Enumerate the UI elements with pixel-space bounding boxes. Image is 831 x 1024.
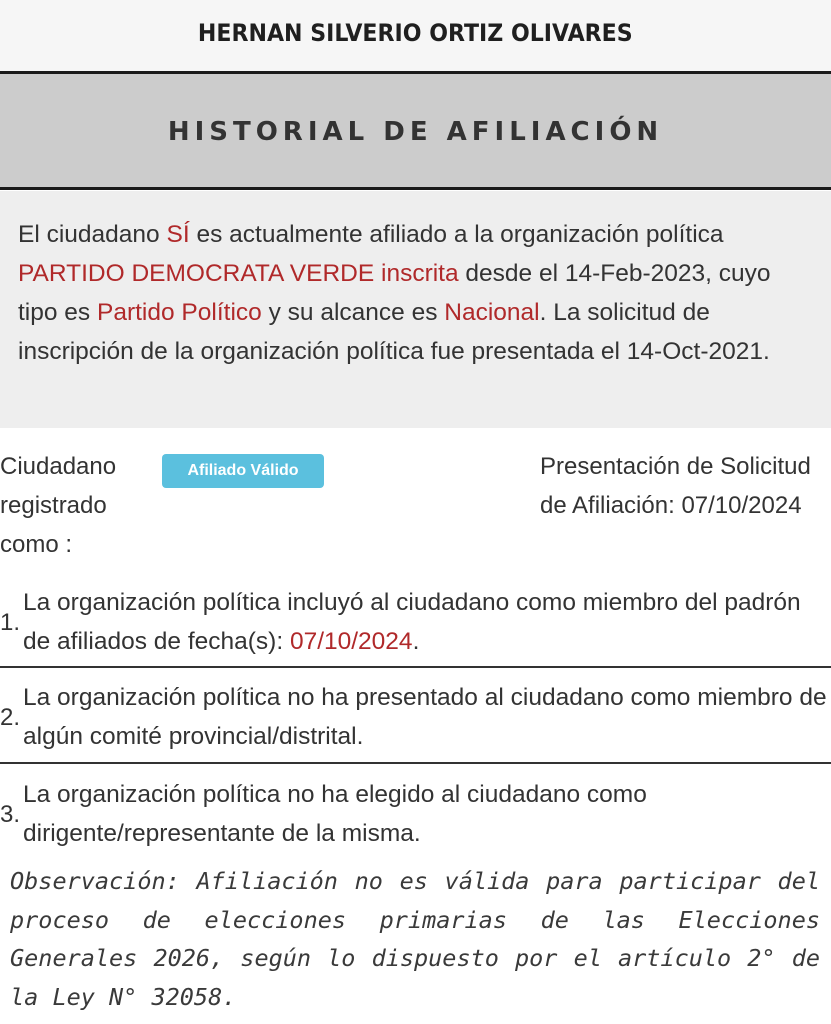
affiliation-status-word: SÍ: [166, 221, 190, 248]
list-item: [0, 678, 831, 758]
section-title-bar: [0, 74, 831, 188]
organization-name: PARTIDO DEMOCRATA VERDE inscrita: [18, 260, 459, 287]
application-date-block: [540, 447, 830, 525]
registration-row: [0, 447, 831, 567]
application-date-label: Presentación de Solicitud de Afiliación:: [540, 453, 811, 519]
application-date-value: 07/10/2024: [681, 492, 802, 519]
summary-text-2: es actualmente afiliado a la organización política: [189, 221, 724, 248]
list-item: [0, 775, 831, 855]
person-name: HERNAN SILVERIO ORTIZ OLIVARES: [198, 19, 633, 47]
summary-text-3: desde el 14-Feb-2023, cuyo tipo es: [18, 260, 771, 326]
registered-as-label: Ciudadano registrado como :: [0, 453, 117, 558]
list-item: [0, 583, 831, 663]
section-title: HISTORIAL DE AFILIACIÓN: [167, 117, 664, 147]
item-divider: [0, 762, 831, 764]
affiliation-summary: [0, 191, 831, 428]
organization-type: Partido Político: [97, 299, 262, 326]
observation-note: Observación: Afiliación no es válida para participar del proceso de elecciones primarias de las Elecciones Generales 2026, según lo dispuesto por el artículo 2° de la Ley N° 32058.: [10, 867, 820, 1011]
summary-text-4: y su alcance es: [261, 299, 445, 326]
summary-text-1: El ciudadano: [18, 221, 167, 248]
summary-text-5: . La solicitud de inscripción de la organización política fue presentada el 14-Oct-2021.: [18, 299, 770, 365]
list-item-text: La organización política no ha elegido al ciudadano como dirigente/representante de la misma.: [23, 781, 647, 847]
list-item-number: 3.: [0, 801, 21, 828]
item-divider: [0, 666, 831, 668]
title-divider: [0, 187, 831, 190]
list-item-text: La organización política incluyó al ciudadano como miembro del padrón de afiliados de fecha(s): 07/10/2024.: [23, 589, 801, 655]
status-badge: Afiliado Válido: [162, 454, 324, 488]
person-name-header: [0, 0, 831, 72]
organization-scope: Nacional: [444, 299, 540, 326]
list-item-number: 2.: [0, 704, 21, 731]
list-item-text: La organización política no ha presentado al ciudadano como miembro de algún comité provincial/distrital.: [23, 684, 827, 750]
list-item-number: 1.: [0, 609, 21, 636]
roster-date: 07/10/2024: [289, 628, 413, 655]
